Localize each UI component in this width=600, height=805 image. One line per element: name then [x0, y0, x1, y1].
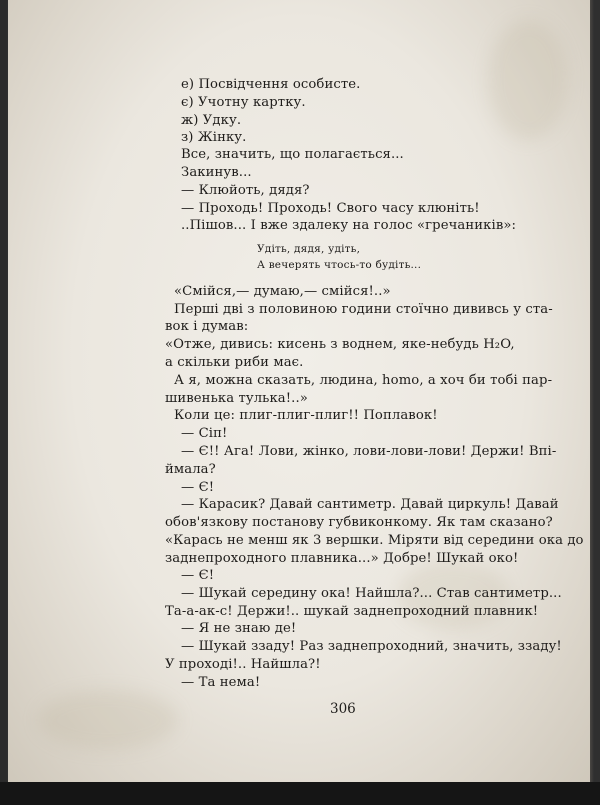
text-line: Закинув... — [181, 165, 252, 180]
text-line: обов'язкову постанову губвиконкому. Як там сказано? — [165, 515, 553, 530]
book-page — [8, 0, 590, 782]
text-line: вок і думав: — [165, 319, 249, 334]
text-line: — Є! — [181, 568, 215, 583]
text-line: — Є! — [181, 480, 215, 495]
scan-bottom-border — [0, 782, 600, 805]
page-number: 306 — [330, 701, 356, 717]
text-line: «Карась не менш як 3 вершки. Міряти від середини ока до — [165, 533, 584, 548]
text-line: — Сіп! — [181, 426, 228, 441]
text-line: — Карасик? Давай сантиметр. Давай циркуль! Давай — [181, 497, 559, 512]
text-line: — Я не знаю де! — [181, 621, 297, 636]
text-line: ..Пішов... І вже здалеку на голос «гречаників»: — [181, 218, 517, 233]
text-line: — Та нема! — [181, 675, 261, 690]
text-line: — Є!! Ага! Лови, жінко, лови-лови-лови! Держи! Впі- — [181, 444, 557, 459]
text-line: — Проходь! Проходь! Свого часу клюніть! — [181, 201, 480, 216]
text-line: А я, можна сказать, людина, homo, а хоч би тобі пар- — [174, 373, 553, 388]
text-line: У проході!.. Найшла?! — [165, 657, 321, 672]
text-line: ймала? — [165, 462, 216, 477]
text-line: Все, значить, що полагається... — [181, 147, 404, 162]
text-line: заднепроходного плавника...» Добре! Шукай око! — [165, 551, 519, 566]
text-line: шивенька тулька!..» — [165, 391, 308, 406]
paper-stain — [38, 690, 178, 750]
verse-line: Удіть, дядя, удіть, — [257, 243, 361, 255]
text-line: є) Учотну картку. — [181, 95, 306, 110]
text-line: з) Жінку. — [181, 130, 247, 145]
text-line: — Клюйоть, дядя? — [181, 183, 310, 198]
text-line: — Шукай середину ока! Найшла?... Став сантиметр... — [181, 586, 562, 601]
text-line: Перші дві з половиною години стоїчно дививсь у ста- — [174, 302, 553, 317]
text-line: «Смійся,— думаю,— смійся!..» — [174, 284, 391, 299]
text-line: — Шукай ззаду! Раз заднепроходний, значить, ззаду! — [181, 639, 562, 654]
text-line: Та-а-ак-с! Держи!.. шукай заднепроходний плавник! — [165, 604, 539, 619]
text-line: «Отже, дивись: кисень з воднем, яке-небудь H₂O, — [165, 337, 515, 352]
text-line: е) Посвідчення особисте. — [181, 77, 361, 92]
text-line: Коли це: плиг-плиг-плиг!! Поплавок! — [174, 408, 438, 423]
text-line: а скільки риби має. — [165, 355, 304, 370]
text-line: ж) Удку. — [181, 113, 242, 128]
verse-line: А вечерять чтось-то будіть... — [257, 259, 422, 271]
